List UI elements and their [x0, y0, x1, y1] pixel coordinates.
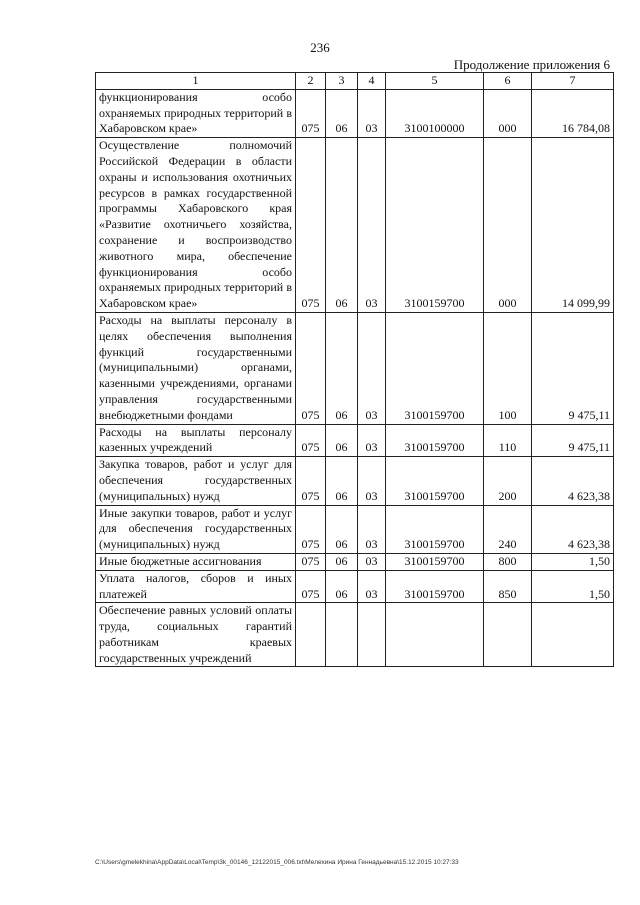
cell-subsection: 03: [358, 505, 386, 553]
header-cell: 3: [326, 73, 358, 90]
table-row: [96, 424, 614, 457]
cell-target-article: 3100159700: [386, 424, 484, 457]
row-name: Закупка товаров, работ и услуг для обеспечения государственных (муниципальных) нужд: [96, 457, 296, 505]
cell-amount: 1,50: [532, 570, 614, 603]
cell-subsection: 03: [358, 312, 386, 424]
cell-target-article: 3100159700: [386, 570, 484, 603]
cell-expense-type: 240: [484, 505, 532, 553]
row-name: Расходы на выплаты персоналу в целях обеспечения выполнения функций государственными (муниципальными) органами, казенными учреждениями, органами управления государственными внебюджетными фондами: [96, 312, 296, 424]
table-row: [96, 570, 614, 603]
cell-expense-type: 800: [484, 553, 532, 570]
header-cell: 5: [386, 73, 484, 90]
cell-expense-type: 000: [484, 138, 532, 313]
cell-section: 06: [326, 553, 358, 570]
row-name: Уплата налогов, сборов и иных платежей: [96, 570, 296, 603]
cell-target-article: 3100159700: [386, 505, 484, 553]
cell-expense-type: 100: [484, 312, 532, 424]
cell-amount: 9 475,11: [532, 424, 614, 457]
cell-section: 06: [326, 312, 358, 424]
cell-ministry: 075: [296, 89, 326, 137]
cell-ministry: 075: [296, 570, 326, 603]
cell-subsection: 03: [358, 424, 386, 457]
table-row: [96, 312, 614, 424]
cell-ministry: 075: [296, 138, 326, 313]
header-cell: 2: [296, 73, 326, 90]
cell-expense-type: 200: [484, 457, 532, 505]
cell-subsection: 03: [358, 570, 386, 603]
cell-expense-type: 850: [484, 570, 532, 603]
cell-section: 06: [326, 570, 358, 603]
cell-expense-type: 000: [484, 89, 532, 137]
table-header-row: [96, 73, 614, 90]
cell-target-article: 3100159700: [386, 553, 484, 570]
header-cell: 7: [532, 73, 614, 90]
file-path-footer: C:\Users\gmelekhina\AppData\Local\Temp\3k_00146_12122015_006.txt\Мелехина Ирина Геннадьевна\15.12.2015 10:27:33: [95, 859, 459, 866]
table-row: [96, 89, 614, 137]
row-name: Иные бюджетные ассигнования: [96, 553, 296, 570]
continuation-title: Продолжение приложения 6: [453, 57, 610, 72]
cell-amount: 14 099,99: [532, 138, 614, 313]
cell-ministry: 075: [296, 424, 326, 457]
cell-target-article: 3100159700: [386, 138, 484, 313]
row-name: Расходы на выплаты персоналу казенных учреждений: [96, 424, 296, 457]
cell-section: [326, 603, 358, 667]
cell-target-article: 3100100000: [386, 89, 484, 137]
cell-ministry: 075: [296, 312, 326, 424]
header-cell: 6: [484, 73, 532, 90]
row-name: функционирования особо охраняемых природных территорий в Хабаровском крае»: [96, 89, 296, 137]
header-cell: 4: [358, 73, 386, 90]
table-row: [96, 505, 614, 553]
cell-subsection: 03: [358, 89, 386, 137]
cell-subsection: 03: [358, 138, 386, 313]
cell-ministry: [296, 603, 326, 667]
row-name: Иные закупки товаров, работ и услуг для обеспечения государственных (муниципальных) нужд: [96, 505, 296, 553]
cell-section: 06: [326, 138, 358, 313]
header-cell: 1: [96, 73, 296, 90]
page-number: 236: [310, 40, 330, 55]
table-row: [96, 138, 614, 313]
cell-expense-type: 110: [484, 424, 532, 457]
cell-section: 06: [326, 457, 358, 505]
table-row: [96, 457, 614, 505]
cell-section: 06: [326, 424, 358, 457]
cell-ministry: 075: [296, 553, 326, 570]
cell-section: 06: [326, 505, 358, 553]
table-row: [96, 603, 614, 667]
cell-amount: 4 623,38: [532, 505, 614, 553]
cell-target-article: 3100159700: [386, 457, 484, 505]
cell-amount: 4 623,38: [532, 457, 614, 505]
budget-table: [95, 72, 614, 667]
cell-subsection: 03: [358, 457, 386, 505]
table-row: [96, 553, 614, 570]
cell-amount: 9 475,11: [532, 312, 614, 424]
cell-subsection: [358, 603, 386, 667]
cell-amount: 1,50: [532, 553, 614, 570]
row-name: Обеспечение равных условий оплаты труда, социальных гарантий работникам краевых государственных учреждений: [96, 603, 296, 667]
cell-ministry: 075: [296, 505, 326, 553]
cell-amount: 16 784,08: [532, 89, 614, 137]
row-name: Осуществление полномочий Российской Федерации в области охраны и использования охотничьих ресурсов в рамках государственной программы Хабаровского края «Развитие охотничьего хозяйства, сохранение и воспроизводство животного мира, обеспечение функционирования особо охраняемых природных территорий в Хабаровском крае»: [96, 138, 296, 313]
cell-ministry: 075: [296, 457, 326, 505]
cell-amount: [532, 603, 614, 667]
cell-subsection: 03: [358, 553, 386, 570]
cell-expense-type: [484, 603, 532, 667]
cell-target-article: [386, 603, 484, 667]
cell-section: 06: [326, 89, 358, 137]
cell-target-article: 3100159700: [386, 312, 484, 424]
